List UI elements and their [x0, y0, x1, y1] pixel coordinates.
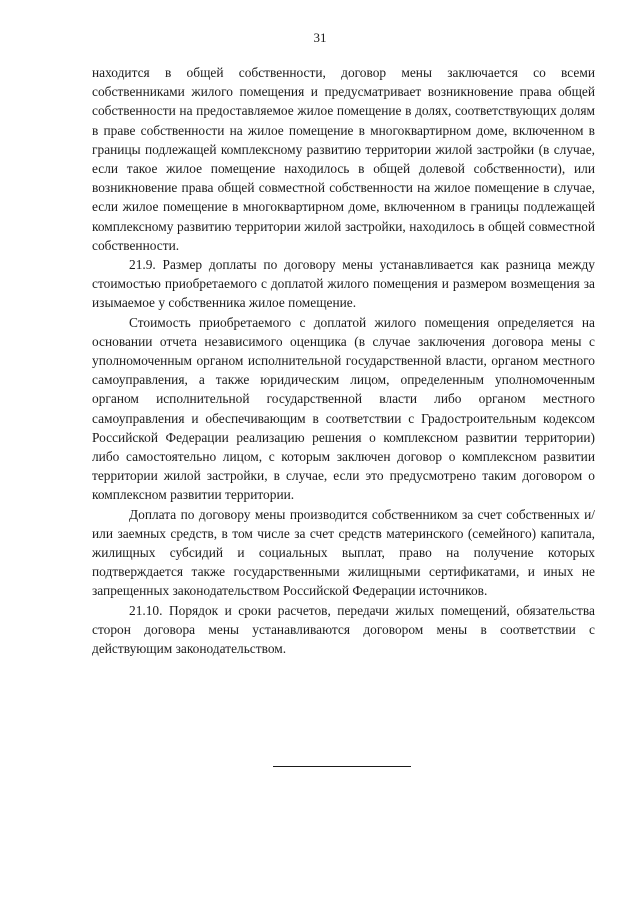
paragraph-cost-valuation: Стоимость приобретаемого с доплатой жилого помещения определяется на основании отчета независимого оценщика (в случае заключения договора мены с уполномоченным органом исполнительной государственной власти, органом местного самоуправления, а также юридическим лицом, определенным уполномоченным органом исполнительной государственной власти либо органом местного самоуправления и обеспечивающим в соответствии с Градостроительным кодексом Российской Федерации реализацию решения о комплексном развитии территории) либо самостоятельно лицом, с которым заключен договор о комплексном развитии территории жилой застройки, в случае, если это предусмотрено таким договором о комплексном развитии территории.: [92, 314, 595, 503]
end-divider: [273, 766, 411, 767]
document-body: [92, 63, 595, 658]
paragraph-continuation: находится в общей собственности, договор мены заключается со всеми собственниками жилого помещения и предусматривает возникновение права общей собственности на предоставляемое жилое помещение в долях, соответствующих долям в праве собственности на жилое помещение в многоквартирном доме, включенном в границы подлежащей комплексному развитию территории жилой застройки (в случае, если такое жилое помещение находилось в общей долевой собственности), или возникновение права общей совместной собственности на жилое помещение в случае, если жилое помещение в многоквартирном доме, включенном в границы подлежащей комплексному развитию территории жилой застройки, находилось в общей совместной собственности.: [92, 65, 595, 253]
paragraph-21-9: 21.9. Размер доплаты по договору мены устанавливается как разница между стоимостью приобретаемого с доплатой жилого помещения и размером возмещения за изымаемое у собственника жилое помещение.: [92, 257, 595, 311]
page-number: 31: [313, 30, 327, 45]
paragraph-21-10: 21.10. Порядок и сроки расчетов, передачи жилых помещений, обязательства сторон договора мены устанавливаются договором мены в соответствии с действующим законодательством.: [92, 602, 595, 657]
paragraph-payment-sources: Доплата по договору мены производится собственником за счет собственных и/или заемных средств, в том числе за счет средств материнского (семейного) капитала, жилищных субсидий и социальных выплат, право на получение которых подтверждается также государственными жилищными сертификатами, и иных не запрещенных законодательством Российской Федерации источников.: [92, 506, 595, 599]
